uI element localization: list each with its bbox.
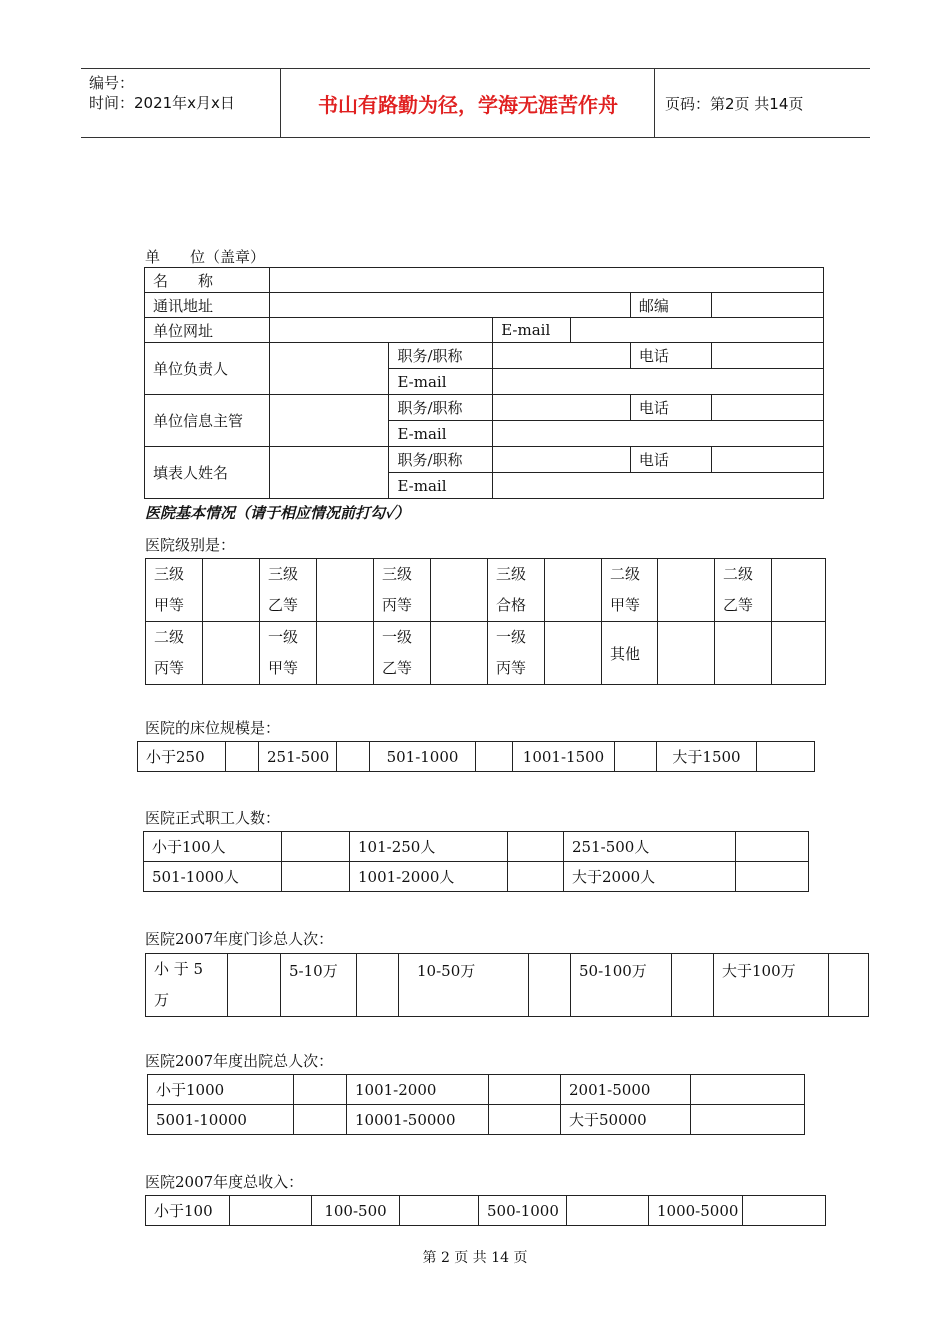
discharge-table [147,1074,805,1135]
discharge-checkbox[interactable] [489,1075,561,1105]
level-option [260,559,317,622]
person-phone-label: 电话 [630,447,711,473]
person-title-field[interactable] [493,395,631,421]
income-question: 医院2007年度总收入： [145,1173,304,1191]
outpatient-checkbox[interactable] [672,954,714,1017]
person-name-field[interactable] [270,395,389,447]
income-option: 小于100 [146,1196,230,1226]
income-option: 500-1000 [479,1196,567,1226]
outpatient-checkbox[interactable] [829,954,869,1017]
level-line2: 乙等 [382,659,413,677]
person-title-label: 职务/职称 [389,395,493,421]
staff-option: 501-1000人 [144,862,282,892]
level-option [374,622,431,685]
level-option: 其他 [602,622,658,685]
footer-page-number: 第 2 页 共 14 页 [422,1250,528,1266]
staff-table [143,831,809,892]
outpatient-checkbox[interactable] [529,954,571,1017]
level-empty-cell [772,622,826,685]
level-option [374,559,431,622]
name-label: 名 称 [145,268,270,293]
beds-option: 小于250 [138,742,226,772]
staff-checkbox[interactable] [508,832,564,862]
person-email-label: E-mail [389,369,493,395]
discharge-checkbox[interactable] [294,1105,347,1135]
page-header [81,68,870,138]
level-line1: 一级 [268,628,299,646]
postcode-field[interactable] [711,293,823,318]
level-option [602,559,658,622]
income-table [145,1195,826,1226]
outpatient-line2: 万 [154,991,170,1009]
staff-option: 251-500人 [564,832,736,862]
person-title-field[interactable] [493,447,631,473]
outpatient-option: 50-100万 [571,954,672,1017]
level-checkbox[interactable] [317,559,374,622]
discharge-checkbox[interactable] [489,1105,561,1135]
level-line1: 三级 [268,565,299,583]
level-line1: 三级 [382,565,413,583]
level-checkbox[interactable] [658,559,715,622]
header-motto: 书山有路勤为径，学海无涯苦作舟 [318,92,618,117]
outpatient-question: 医院2007年度门诊总人次： [145,930,334,948]
page-footer [0,1247,950,1267]
level-option [260,622,317,685]
website-label: 单位网址 [145,318,270,343]
level-line2: 丙等 [382,596,413,614]
staff-option: 大于2000人 [564,862,736,892]
level-empty-cell [715,622,772,685]
level-option [715,559,772,622]
level-line2: 丙等 [496,659,527,677]
outpatient-line1: 小 于 5 [154,960,204,978]
beds-checkbox[interactable] [226,742,259,772]
outpatient-option [146,954,228,1017]
level-line1: 二级 [610,565,641,583]
person-role-label: 填表人姓名 [145,447,270,499]
level-line1: 三级 [154,565,185,583]
income-option: 1000-5000 [649,1196,743,1226]
level-line2: 合格 [496,596,527,614]
beds-question: 医院的床位规模是： [145,719,281,737]
staff-checkbox[interactable] [736,862,809,892]
person-email-label: E-mail [389,421,493,447]
outpatient-option: 大于100万 [714,954,829,1017]
beds-option: 1001-1500 [513,742,615,772]
level-checkbox[interactable] [431,622,488,685]
header-page: 页码：第2页 共14页 [665,94,804,113]
header-meta [81,69,281,137]
unit-email-label: E-mail [493,318,571,343]
staff-option: 101-250人 [350,832,508,862]
unit-email-field[interactable] [571,318,824,343]
level-checkbox[interactable] [203,622,260,685]
beds-checkbox[interactable] [337,742,370,772]
person-email-field[interactable] [493,473,824,499]
level-table [145,558,826,685]
level-checkbox[interactable] [545,622,602,685]
level-option [488,622,545,685]
level-line1: 一级 [496,628,527,646]
level-checkbox[interactable] [431,559,488,622]
income-checkbox[interactable] [230,1196,312,1226]
outpatient-option: 5-10万 [281,954,357,1017]
level-line1: 二级 [154,628,185,646]
level-option [488,559,545,622]
person-email-field[interactable] [493,369,824,395]
outpatient-checkbox[interactable] [357,954,399,1017]
person-phone-label: 电话 [630,395,711,421]
staff-question: 医院正式职工人数： [145,809,281,827]
person-title-label: 职务/职称 [389,447,493,473]
beds-checkbox[interactable] [757,742,815,772]
level-checkbox[interactable] [658,622,715,685]
level-line1: 一级 [382,628,413,646]
header-motto-cell [282,69,655,137]
level-question: 医院级别是： [145,536,236,554]
staff-option: 小于100人 [144,832,282,862]
header-time: 时间：2021年x月x日 [89,94,235,112]
staff-checkbox[interactable] [508,862,564,892]
level-checkbox[interactable] [545,559,602,622]
person-title-field[interactable] [493,343,631,369]
person-role-label: 单位负责人 [145,343,270,395]
level-option [146,622,203,685]
level-line2: 乙等 [723,596,754,614]
discharge-option: 1001-2000 [347,1075,489,1105]
level-line1: 二级 [723,565,754,583]
person-role-label: 单位信息主管 [145,395,270,447]
level-line2: 乙等 [268,596,299,614]
staff-checkbox[interactable] [282,862,350,892]
website-field[interactable] [270,318,493,343]
income-checkbox[interactable] [743,1196,826,1226]
discharge-option: 小于1000 [148,1075,294,1105]
discharge-checkbox[interactable] [691,1105,805,1135]
level-option [146,559,203,622]
beds-option: 251-500 [259,742,337,772]
name-field[interactable] [270,268,824,293]
header-page-cell [655,69,870,137]
staff-checkbox[interactable] [282,832,350,862]
person-name-field[interactable] [270,447,389,499]
level-line1: 三级 [496,565,527,583]
level-checkbox[interactable] [317,622,374,685]
level-line2: 甲等 [154,596,185,614]
outpatient-table [145,953,869,1017]
person-phone-field[interactable] [711,447,823,473]
staff-option: 1001-2000人 [350,862,508,892]
unit-caption: 单 位（盖章） [145,248,266,266]
staff-checkbox[interactable] [736,832,809,862]
income-option: 100-500 [312,1196,400,1226]
person-phone-field[interactable] [711,395,823,421]
level-line2: 丙等 [154,659,185,677]
beds-checkbox[interactable] [476,742,513,772]
address-label: 通讯地址 [145,293,270,318]
discharge-question: 医院2007年度出院总人次： [145,1052,334,1070]
income-checkbox[interactable] [400,1196,479,1226]
header-number: 编号： [89,74,135,92]
unit-info-table [144,267,824,499]
discharge-checkbox[interactable] [691,1075,805,1105]
person-name-field[interactable] [270,343,389,395]
discharge-option: 10001-50000 [347,1105,489,1135]
outpatient-checkbox[interactable] [228,954,281,1017]
hospital-section-title: 医院基本情况（请于相应情况前打勾✓） [145,504,410,522]
beds-table [137,741,815,772]
discharge-checkbox[interactable] [294,1075,347,1105]
person-phone-label: 电话 [630,343,711,369]
person-email-field[interactable] [493,421,824,447]
address-field[interactable] [270,293,631,318]
person-email-label: E-mail [389,473,493,499]
level-line2: 甲等 [268,659,299,677]
level-line2: 甲等 [610,596,641,614]
beds-checkbox[interactable] [615,742,657,772]
discharge-option: 5001-10000 [148,1105,294,1135]
level-checkbox[interactable] [203,559,260,622]
discharge-option: 2001-5000 [561,1075,691,1105]
beds-option: 501-1000 [370,742,476,772]
income-checkbox[interactable] [567,1196,649,1226]
person-title-label: 职务/职称 [389,343,493,369]
beds-option: 大于1500 [657,742,757,772]
postcode-label: 邮编 [630,293,711,318]
level-checkbox[interactable] [772,559,826,622]
outpatient-option: 10-50万 [399,954,529,1017]
discharge-option: 大于50000 [561,1105,691,1135]
person-phone-field[interactable] [711,343,823,369]
